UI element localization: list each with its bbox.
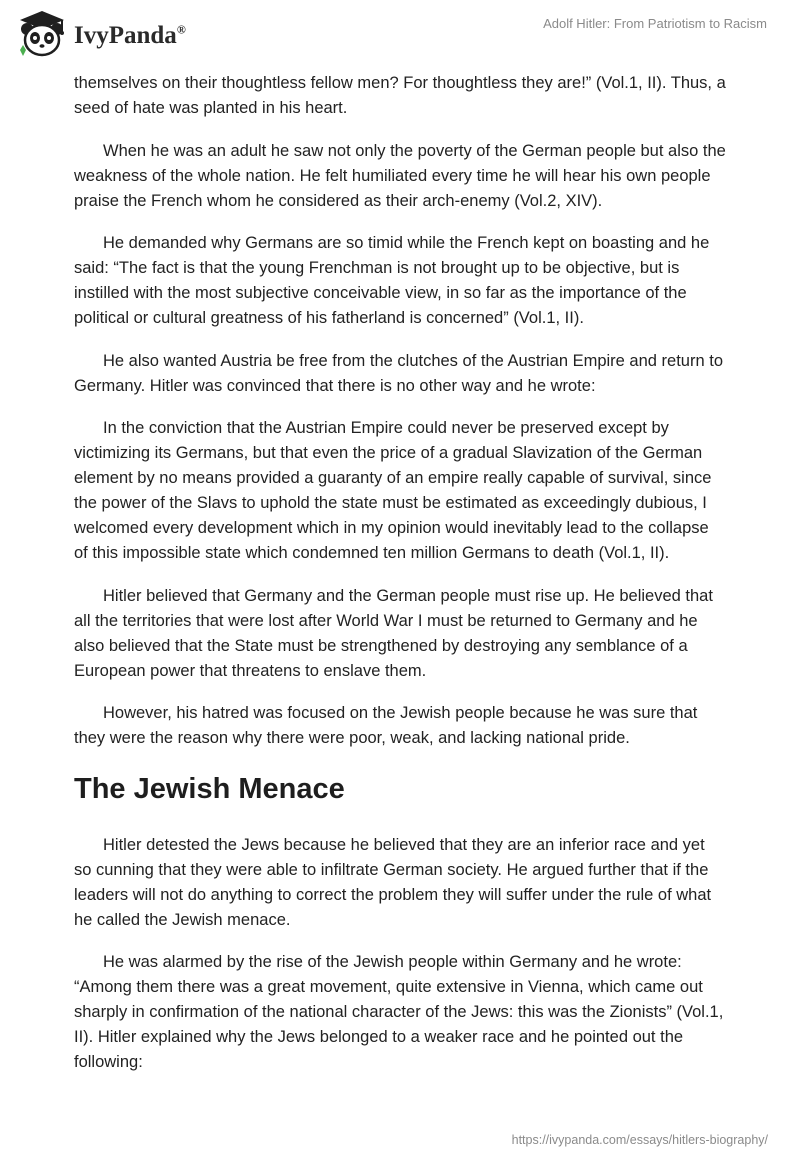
paragraph: Hitler detested the Jews because he believed that they are an inferior race and yet so cunning that they were able to infiltrate German society. He argued further that if the leaders will not do anything to correct the problem they will suffer under the rule of what he called the Jewish menace. [74,835,712,929]
paragraph: When he was an adult he saw not only the poverty of the German people but also the weakness of the whole nation. He felt humiliated every time he will hear his own people praise the French whom he considered as their arch-enemy (Vol.2, XIV). [74,141,726,210]
block-quote-paragraph: In the conviction that the Austrian Empire could never be preserved except by victimizing its Germans, but that even the price of a gradual Slavization of the German element by no means provided a guaranty of an empire really capable of survival, since the power of the Slavs to uphold the state must be estimated as exceedingly dubious, I welcomed every development which in my opinion would inevitably lead to the collapse of this impossible state which condemned ten million Germans to death (Vol.1, II). [74,419,712,562]
section-heading: The Jewish Menace [74,772,345,805]
paragraph: He also wanted Austria be free from the clutches of the Austrian Empire and return to Germany. Hitler was convinced that there is no other way and he wrote: [74,351,723,395]
paragraph: He demanded why Germans are so timid while the French kept on boasting and he said: “The fact is that the young Frenchman is not brought up to be objective, but is instilled with the most subjective conceivable view, in so far as the importance of the political or cultural greatness of his fatherland is concerned” (Vol.1, II). [74,234,710,327]
page-header [0,0,800,70]
source-url[interactable]: https://ivypanda.com/essays/hitlers-biography/ [511,1133,768,1147]
panda-graduate-icon [14,8,70,60]
paragraph: However, his hatred was focused on the Jewish people because he was sure that they were the reason why there were poor, weak, and lacking national pride. [74,704,698,747]
paragraph: Hitler believed that Germany and the German people must rise up. He believed that all the territories that were lost after World War I must be returned to Germany and he also believed that the State must be strengthened by destroying any semblance of a European power that threatens to enslave them. [74,586,713,680]
registered-mark: ® [176,22,186,37]
logo-text: IvyPanda® [74,22,186,49]
document-title: Adolf Hitler: From Patriotism to Racism [543,16,767,31]
essay-body [74,71,726,1093]
paragraph: themselves on their thoughtless fellow men? For thoughtless they are!” (Vol.1, II). Thus, a seed of hate was planted in his heart. [74,74,726,117]
ivypanda-logo[interactable] [14,8,186,60]
paragraph: He was alarmed by the rise of the Jewish people within Germany and he wrote: “Among them there was a great movement, quite extensive in Vienna, which came out sharply in confirmation of the national character of the Jews: this was the Zionists” (Vol.1, II). Hitler explained why the Jews belonged to a weaker race and he pointed out the following: [74,953,724,1071]
